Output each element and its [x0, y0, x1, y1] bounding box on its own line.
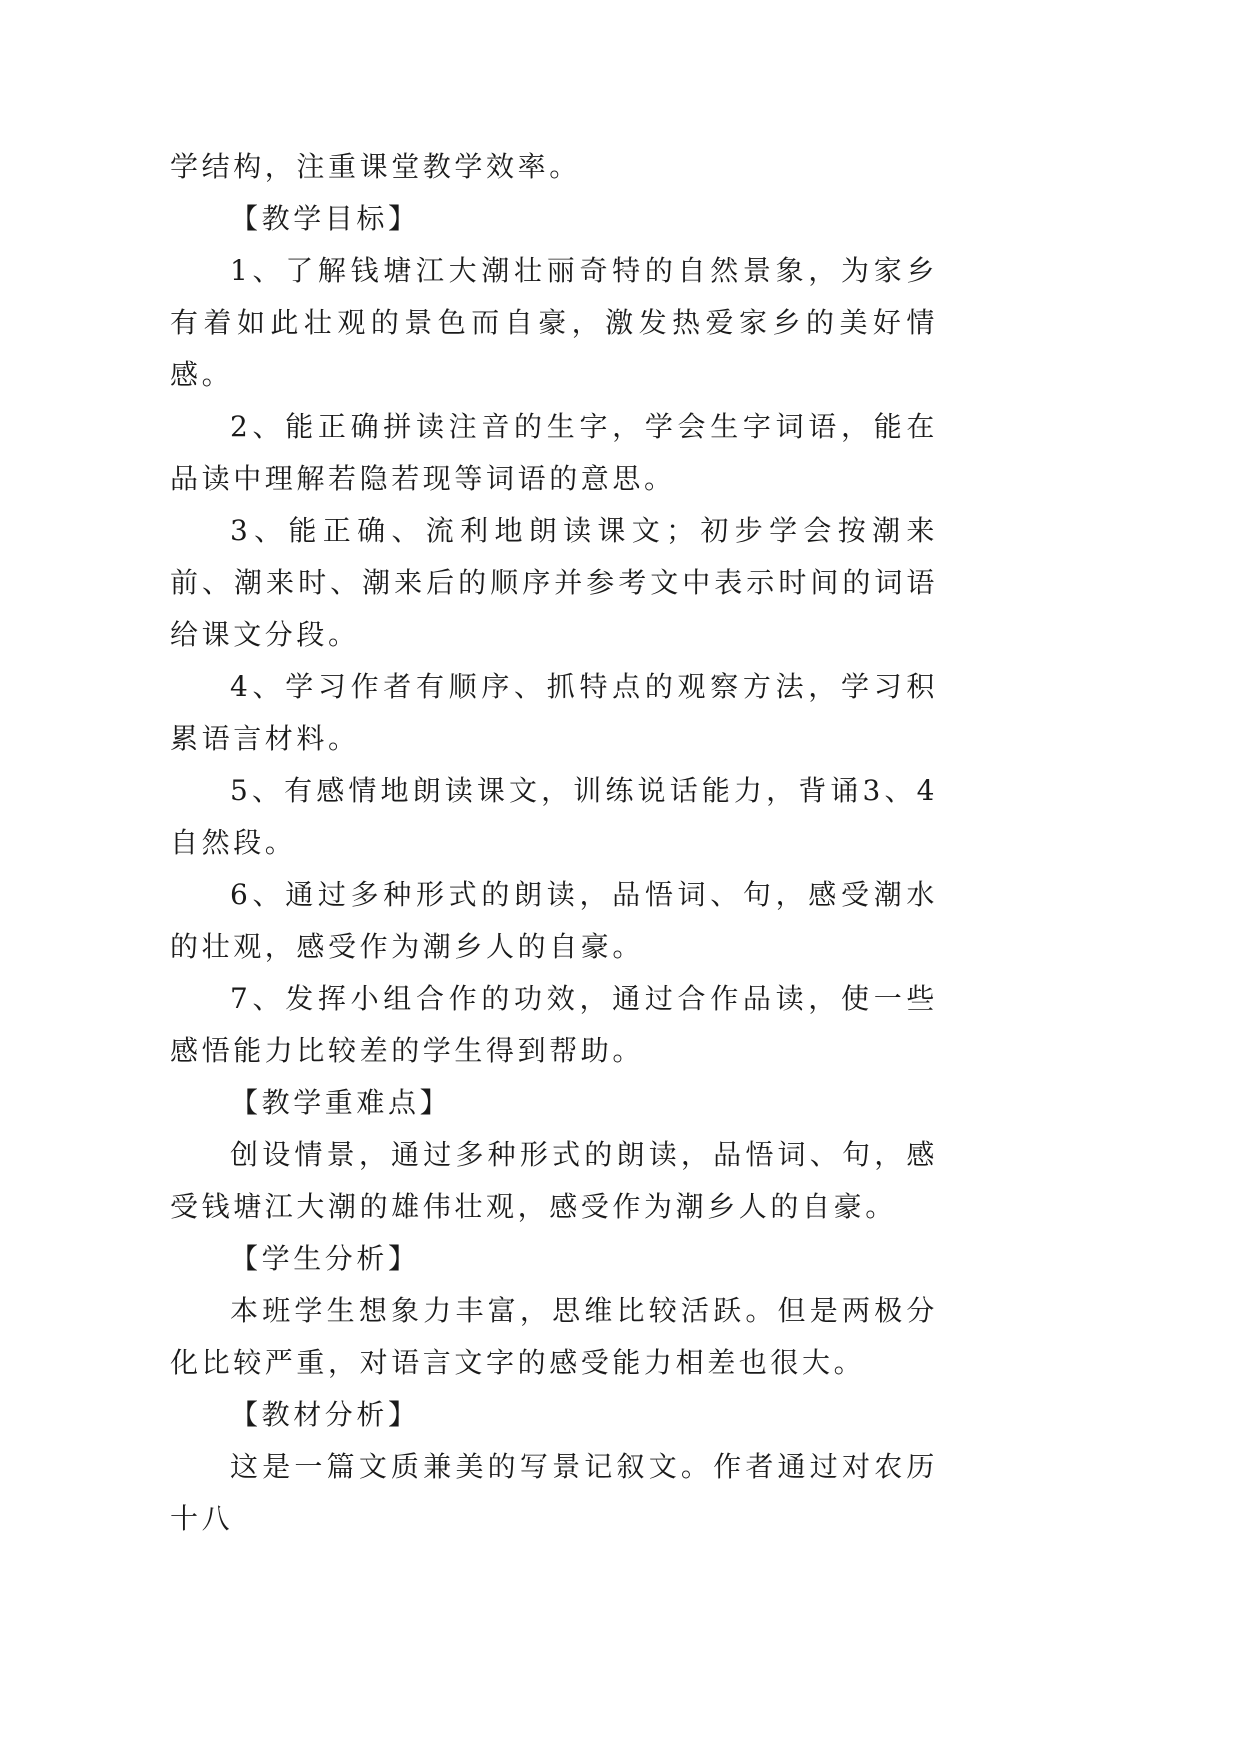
- section-heading-student-analysis: 【学生分析】: [230, 1242, 420, 1275]
- goal-item-3: 3、能正确、流利地朗读课文；初步学会按潮来前、潮来时、潮来后的顺序并参考文中表示时间的词语给课文分段。: [170, 514, 938, 651]
- goal-item-6: 6、通过多种形式的朗读，品悟词、句，感受潮水的壮观，感受作为潮乡人的自豪。: [170, 878, 938, 963]
- goal-item-2: 2、能正确拼读注音的生字，学会生字词语，能在品读中理解若隐若现等词语的意思。: [170, 410, 938, 495]
- paragraph-continuation: 学结构，注重课堂教学效率。: [170, 150, 581, 183]
- goal-item-1: 1、了解钱塘江大潮壮丽奇特的自然景象，为家乡有着如此壮观的景色而自豪，激发热爱家乡的美好情感。: [170, 254, 938, 391]
- student-analysis-body: 本班学生想象力丰富，思维比较活跃。但是两极分化比较严重，对语言文字的感受能力相差也很大。: [170, 1294, 938, 1379]
- goal-item-7: 7、发挥小组合作的功效，通过合作品读，使一些感悟能力比较差的学生得到帮助。: [170, 982, 938, 1067]
- goal-item-5: 5、有感情地朗读课文，训练说话能力，背诵3、4自然段。: [170, 774, 938, 859]
- document-page: [170, 141, 938, 1545]
- key-points-body: 创设情景，通过多种形式的朗读，品悟词、句，感受钱塘江大潮的雄伟壮观，感受作为潮乡人的自豪。: [170, 1138, 938, 1223]
- section-heading-key-points: 【教学重难点】: [230, 1086, 452, 1119]
- goal-item-4: 4、学习作者有顺序、抓特点的观察方法，学习积累语言材料。: [170, 670, 938, 755]
- section-heading-material-analysis: 【教材分析】: [230, 1398, 420, 1431]
- material-analysis-body: 这是一篇文质兼美的写景记叙文。作者通过对农历十八: [170, 1450, 938, 1535]
- section-heading-teaching-goals: 【教学目标】: [230, 202, 420, 235]
